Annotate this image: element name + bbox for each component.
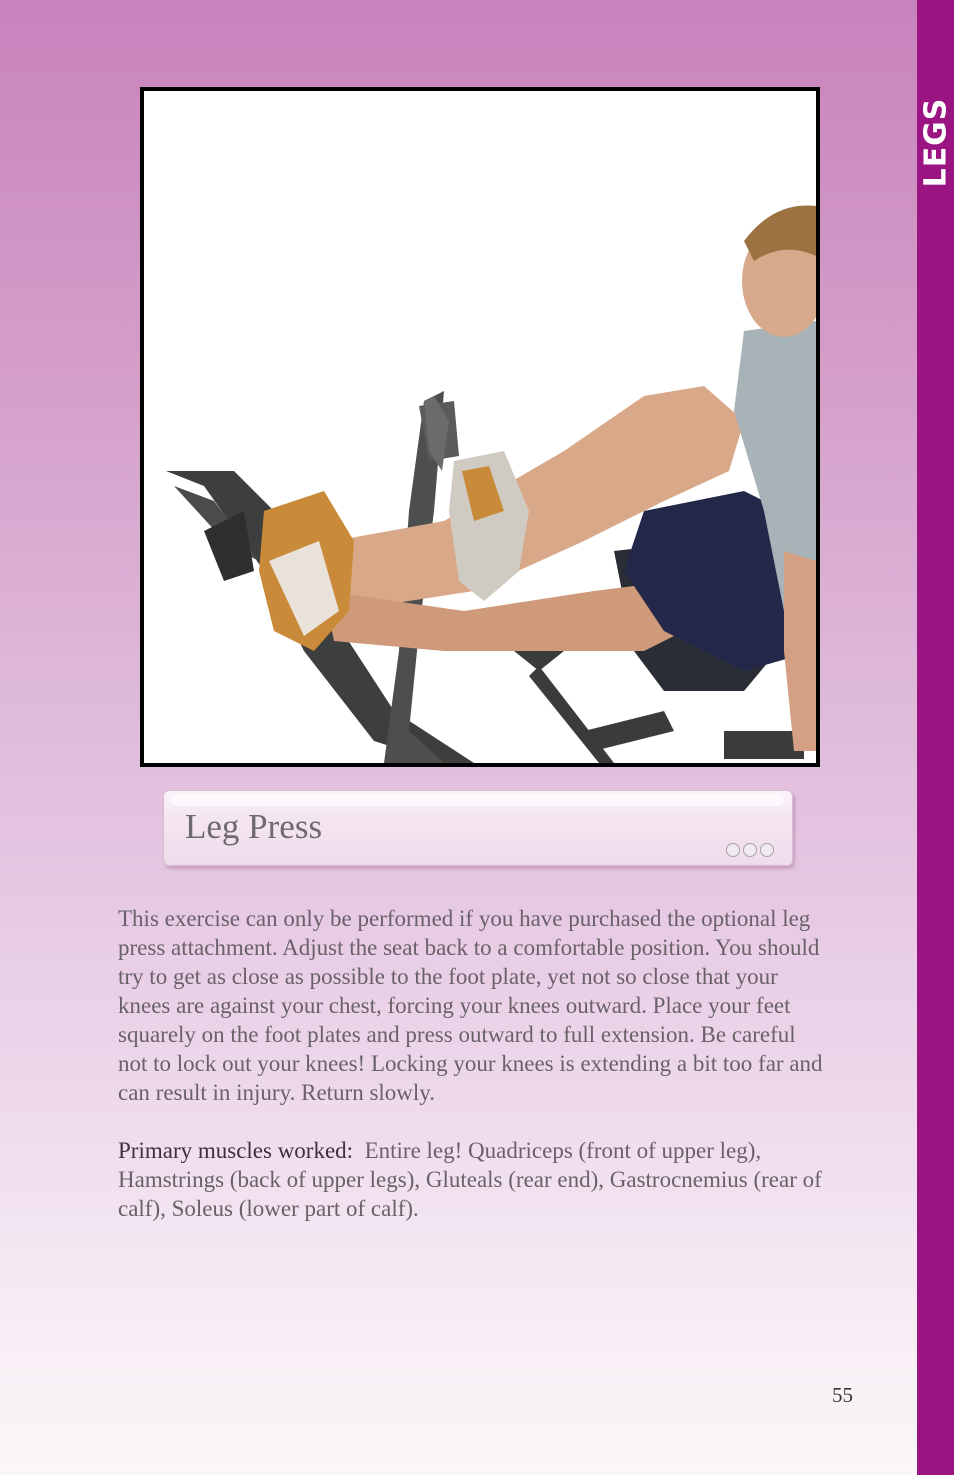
muscles-paragraph xyxy=(118,1136,830,1223)
exercise-title-box xyxy=(163,790,793,866)
decorative-dots xyxy=(726,843,774,857)
page-number: 55 xyxy=(832,1383,853,1407)
side-tab xyxy=(917,0,954,1475)
title-box-highlight xyxy=(170,794,784,806)
dot-icon xyxy=(726,843,740,857)
exercise-title: Leg Press xyxy=(185,807,323,846)
instructions-paragraph: This exercise can only be performed if you have purchased the optional leg press attachment. Adjust the seat back to a comfortable position. You should try to get as close as possible to the foot plate, yet not so close that your knees are against your chest, forcing your knees outward. Place your feet squarely on the foot plates and press outward to full extension. Be careful not to lock out your knees! Locking your knees is extending a bit too far and can result in injury. Return slowly. xyxy=(118,906,823,1105)
dot-icon xyxy=(760,843,774,857)
muscles-label: Primary muscles worked: xyxy=(118,1138,354,1163)
section-tab-label: LEGS xyxy=(918,97,954,187)
muscles-text: Entire leg! Quadriceps (front of upper leg), Hamstrings (back of upper legs), Gluteals (rear end), Gastrocnemius (rear of calf), Soleus (lower part of calf). xyxy=(118,1138,822,1221)
dot-icon xyxy=(743,843,757,857)
exercise-description xyxy=(118,904,830,1223)
exercise-photo xyxy=(140,87,820,767)
